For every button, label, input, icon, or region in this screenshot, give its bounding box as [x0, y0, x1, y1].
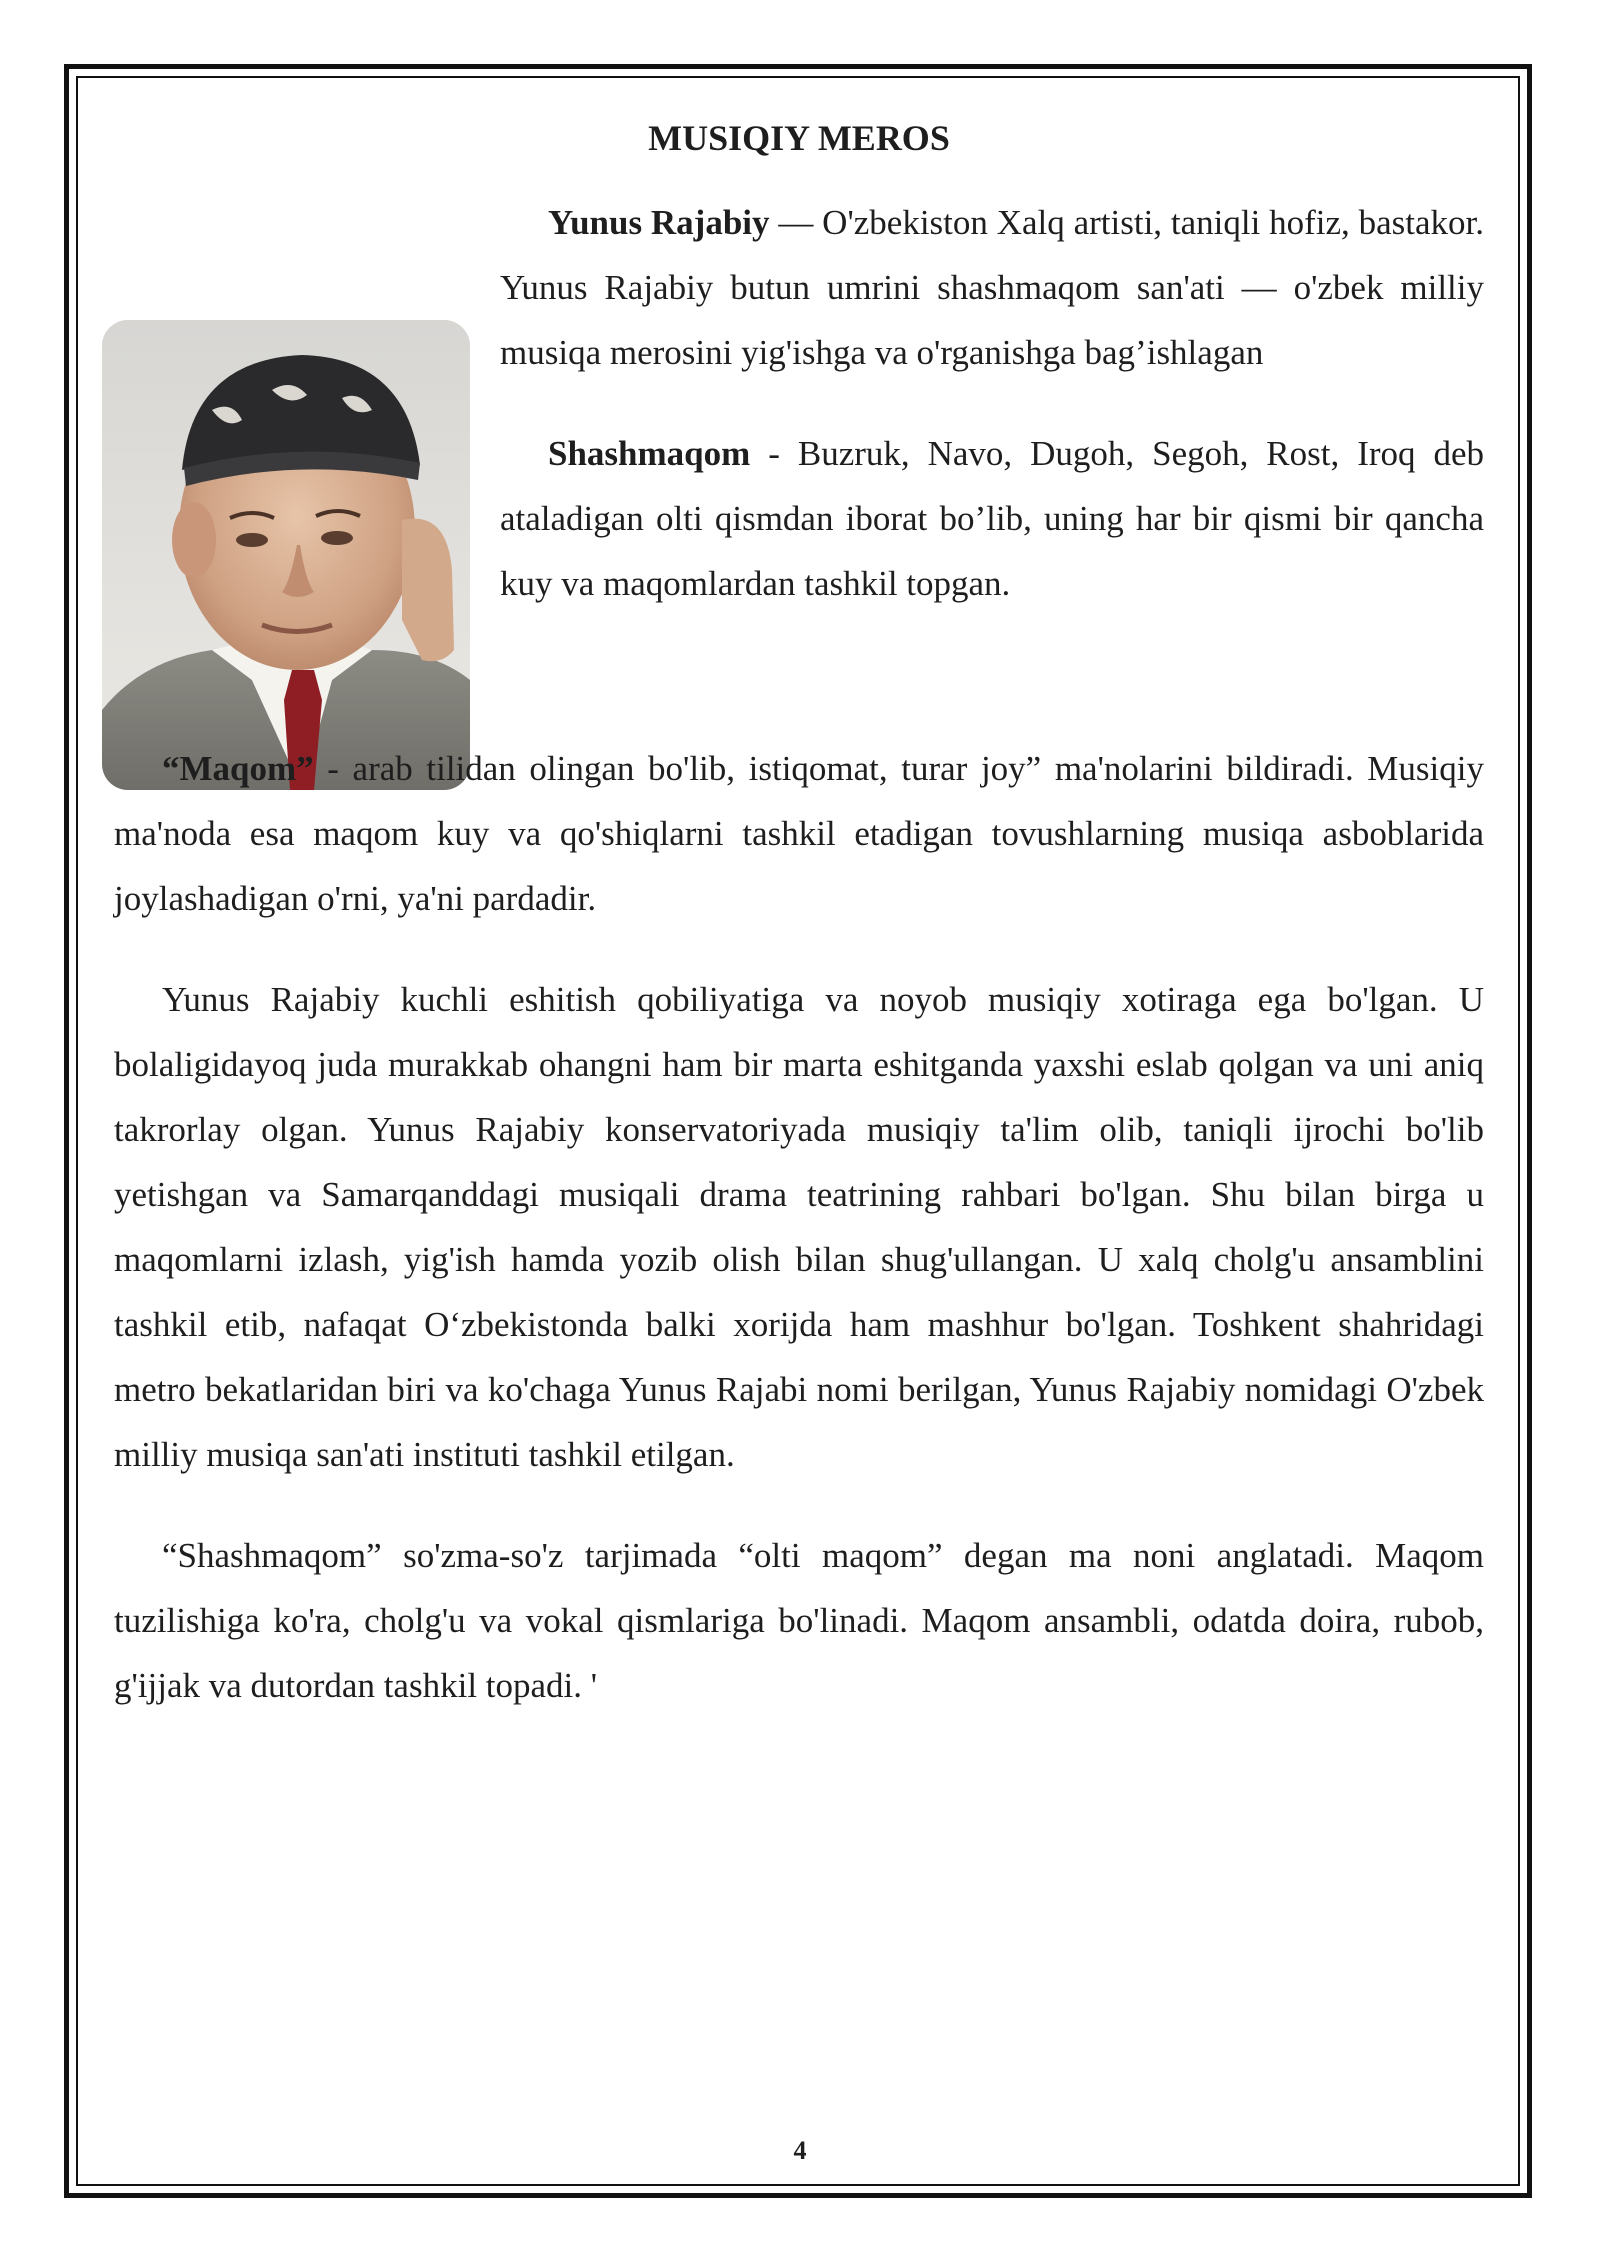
intro-paragraph-1-text: — O'zbekiston Xalq artisti, taniqli hofiz, bastakor. Yunus Rajabiy butun umrini shashmaqom san'ati — o'zbek milliy musiqa merosini yig'ishga va o'rganishga bag’ishlagan — [500, 203, 1484, 372]
body-paragraph-biography: Yunus Rajabiy kuchli eshitish qobiliyatiga va noyob musiqiy xotiraga ega bo'lgan. U bolaligidayoq juda murakkab ohangni ham bir marta eshitganda yaxshi eslab qolgan va uni aniq takrorlay olgan. Yunus Rajabiy konservatoriyada musiqiy ta'lim olib, taniqli ijrochi bo'lib yetishgan va Samarqanddagi musiqali drama teatrining rahbari bo'lgan. Shu bilan birga u maqomlarni izlash, yig'ish hamda yozib olish bilan shug'ullangan. U xalq cholg'u ansamblini tashkil etib, nafaqat O‘zbekistonda balki xorijda ham mashhur bo'lgan. Toshkent shahridagi metro bekatlaridan biri va ko'chaga Yunus Rajabi nomi berilgan, Yunus Rajabiy nomidagi O'zbek milliy musiqa san'ati instituti tashkil etilgan. — [114, 980, 1484, 1474]
body-paragraph-maqom — [114, 736, 1484, 931]
body-paragraph-shashmaqom: “Shashmaqom” so'zma-so'z tarjimada “olti maqom” degan ma noni anglatadi. Maqom tuzilishiga ko'ra, cholg'u va vokal qismlariga bo'linadi. Maqom ansambli, odatda doira, rubob, g'ijjak va dutordan tashkil topadi. ' — [114, 1536, 1484, 1705]
page-title: MUSIQIY MEROS — [648, 118, 950, 158]
name-yunus-rajabiy: Yunus Rajabiy — [548, 203, 770, 242]
intro-paragraph-1 — [500, 190, 1484, 385]
page-number: 4 — [793, 2136, 807, 2165]
intro-text — [500, 190, 1484, 616]
intro-paragraph-2 — [500, 421, 1484, 616]
portrait-illustration — [102, 320, 470, 790]
intro-paragraph-2-text: - Buzruk, Navo, Dugoh, Segoh, Rost, Iroq deb ataladigan olti qismdan iborat bo’lib, uning har bir qismi bir qancha kuy va maqomlardan tashkil topgan. — [500, 434, 1484, 603]
portrait-photo — [102, 320, 470, 790]
term-maqom: “Maqom” — [162, 749, 314, 788]
term-shashmaqom: Shashmaqom — [548, 434, 751, 473]
body-paragraph-maqom-text: - arab tilidan olingan bo'lib, istiqomat, turar joy” ma'nolarini bildiradi. Musiqiy ma'noda esa maqom kuy va qo'shiqlarni tashkil etadigan tovushlarning musiqa asboblarida joylashadigan o'rni, ya'ni pardadir. — [114, 749, 1484, 918]
page-content — [114, 110, 1484, 746]
intro-block — [114, 190, 1484, 746]
body-text — [114, 736, 1484, 1718]
